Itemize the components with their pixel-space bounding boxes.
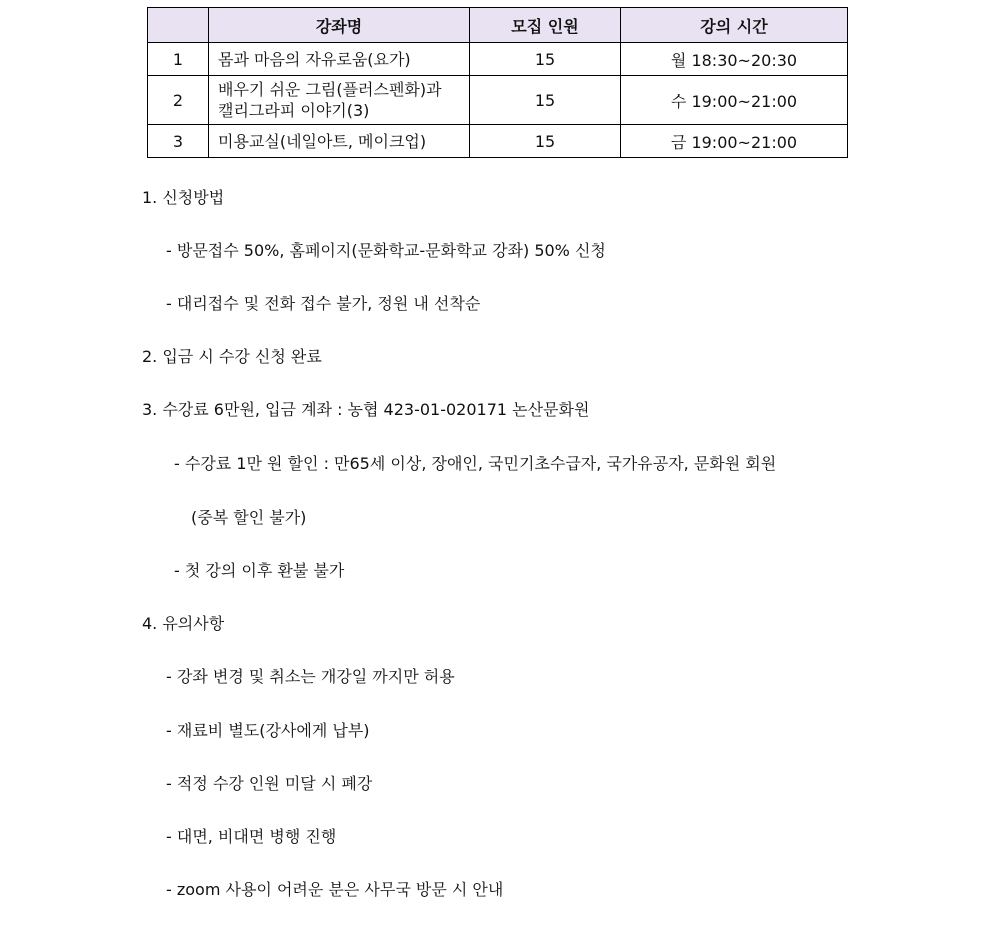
table-row bbox=[148, 43, 848, 76]
table-header-row bbox=[148, 8, 848, 43]
row-number: 1 bbox=[148, 43, 209, 76]
note-item: - 강좌 변경 및 취소는 개강일 까지만 허용 bbox=[166, 667, 455, 686]
table-row bbox=[148, 125, 848, 158]
course-table bbox=[147, 7, 848, 158]
row-number: 3 bbox=[148, 125, 209, 158]
row-capacity: 15 bbox=[470, 125, 621, 158]
header-number bbox=[148, 8, 209, 43]
section-heading-payment: 2. 입금 시 수강 신청 완료 bbox=[142, 347, 322, 366]
row-course-name: 미용교실(네일아트, 메이크업) bbox=[209, 125, 470, 158]
course-name-line-2: 캘리그라피 이야기(3) bbox=[218, 101, 370, 120]
note-item-continuation: (중복 할인 불가) bbox=[191, 508, 307, 527]
row-capacity: 15 bbox=[470, 76, 621, 125]
header-lecture-time: 강의 시간 bbox=[621, 8, 848, 43]
note-item: - 첫 강의 이후 환불 불가 bbox=[174, 561, 345, 580]
section-heading-application: 1. 신청방법 bbox=[142, 188, 225, 207]
note-item: - 방문접수 50%, 홈페이지(문화학교-문화학교 강좌) 50% 신청 bbox=[166, 241, 606, 260]
note-item: - zoom 사용이 어려운 분은 사무국 방문 시 안내 bbox=[166, 880, 504, 899]
table-row bbox=[148, 76, 848, 125]
header-course-name: 강좌명 bbox=[209, 8, 470, 43]
note-item: - 대면, 비대면 병행 진행 bbox=[166, 827, 337, 846]
row-course-name bbox=[209, 76, 470, 125]
row-course-name: 몸과 마음의 자유로움(요가) bbox=[209, 43, 470, 76]
row-number: 2 bbox=[148, 76, 209, 125]
course-name-line-1: 배우기 쉬운 그림(플러스펜화)과 bbox=[218, 80, 442, 99]
note-item: - 재료비 별도(강사에게 납부) bbox=[166, 721, 370, 740]
note-item: - 대리접수 및 전화 접수 불가, 정원 내 선착순 bbox=[166, 294, 481, 313]
row-lecture-time: 금 19:00~21:00 bbox=[621, 125, 848, 158]
row-lecture-time: 월 18:30~20:30 bbox=[621, 43, 848, 76]
note-item: - 수강료 1만 원 할인 : 만65세 이상, 장애인, 국민기초수급자, 국가유공자, 문화원 회원 bbox=[174, 454, 777, 473]
row-capacity: 15 bbox=[470, 43, 621, 76]
section-heading-cautions: 4. 유의사항 bbox=[142, 614, 225, 633]
note-item: - 적정 수강 인원 미달 시 폐강 bbox=[166, 774, 373, 793]
section-heading-fee: 3. 수강료 6만원, 입금 계좌 : 농협 423-01-020171 논산문화원 bbox=[142, 400, 590, 419]
row-lecture-time: 수 19:00~21:00 bbox=[621, 76, 848, 125]
header-capacity: 모집 인원 bbox=[470, 8, 621, 43]
